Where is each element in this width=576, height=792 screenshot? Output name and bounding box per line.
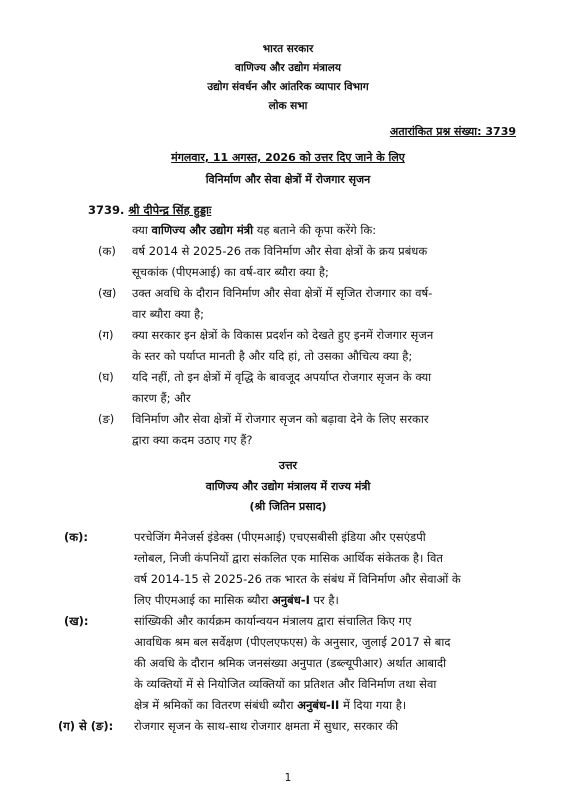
a-item-ka-line1: परचेजिंग मैनेजर्स इंडेक्स (पीएमआई) एचएसबीसी इंडिया और एसएंडपी xyxy=(134,530,426,544)
house-title: लोक सभा xyxy=(268,100,308,112)
intro-pre: क्या xyxy=(132,223,152,237)
a-item-kha-line4: के व्यक्तियों में से नियोजित व्यक्तियों का प्रतिशत और विनिर्माण तथा सेवा xyxy=(134,677,437,691)
question-subject: विनिर्माण और सेवा क्षेत्रों में रोजगार सृजन xyxy=(205,173,371,186)
question-number: अतारांकित प्रश्न संख्या: 3739 xyxy=(389,125,516,138)
a-item-label-ka: (क): xyxy=(64,530,88,544)
a-item-kha-line5 xyxy=(134,698,406,713)
minister-name: (श्री जितिन प्रसाद) xyxy=(249,500,327,513)
asker-name: श्री दीपेन्द्र सिंह हुड्डाः xyxy=(128,203,212,217)
a-item-label-kha: (ख): xyxy=(64,614,89,628)
question-num: 3739. xyxy=(88,203,125,217)
q-item-gha-line1: यदि नहीं, तो इन क्षेत्रों में वृद्धि के बावजूद अपर्याप्त रोजगार सृजन के क्या xyxy=(132,370,432,384)
a-ka-last-pre: लिए पीएमआई का मासिक ब्यौरा xyxy=(134,593,272,607)
q-item-ga-line1: क्या सरकार इन क्षेत्रों के विकास प्रदर्शन को देखते हुए इनमें रोजगार सृजन xyxy=(132,328,434,342)
q-item-label-ga: (ग) xyxy=(98,328,114,342)
answer-heading: उत्तर xyxy=(278,459,298,472)
a-kha-last-post: में दिया गया है। xyxy=(339,698,407,712)
a-kha-last-pre: क्षेत्र में श्रमिकों का वितरण संबंधी ब्यौरा xyxy=(134,698,298,712)
q-item-ka-line2: सूचकांक (पीएमआई) का वर्ष-वार ब्यौरा क्या है; xyxy=(132,265,329,279)
a-item-kha-line3: की अवधि के दौरान श्रमिक जनसंख्या अनुपात (डब्ल्यूपीआर) अर्थात आबादी xyxy=(134,656,447,670)
question-intro xyxy=(132,223,376,238)
q-item-label-nga: (ङ) xyxy=(98,412,115,426)
q-item-label-ka: (क) xyxy=(98,244,116,258)
intro-post: यह बताने की कृपा करेंगे कि: xyxy=(253,223,377,237)
a-item-kha-line2: आवधिक श्रम बल सर्वेक्षण (पीएलएफएस) के अनुसार, जुलाई 2017 से बाद xyxy=(134,635,451,649)
annexure-2-ref: अनुबंध-II xyxy=(297,698,340,712)
answer-date: मंगलवार, 11 अगस्त, 2026 को उत्तर दिए जाने के लिए xyxy=(171,151,405,164)
department-title: उद्योग संवर्धन और आंतरिक व्यापार विभाग xyxy=(207,81,369,93)
a-item-ga-nga-line1: रोजगार सृजन के साथ-साथ रोजगार क्षमता में सुधार, सरकार की xyxy=(134,719,399,733)
q-item-label-kha: (ख) xyxy=(98,286,117,300)
a-item-kha-line1: सांख्यिकी और कार्यक्रम कार्यान्वयन मंत्रालय द्वारा संचालित किए गए xyxy=(134,614,412,628)
question-label xyxy=(88,203,211,218)
q-item-kha-line2: वार ब्यौरा क्या है; xyxy=(132,307,205,321)
minister-designation: वाणिज्य और उद्योग मंत्रालय में राज्य मंत्री xyxy=(205,480,371,493)
a-item-label-ga-nga: (ग) से (ङ): xyxy=(58,719,114,733)
q-item-ga-line2: के स्तर को पर्याप्त मानती है और यदि हां, तो उसका औचित्य क्या है; xyxy=(132,349,413,363)
q-item-label-gha: (घ) xyxy=(98,370,114,384)
q-item-gha-line2: कारण हैं; और xyxy=(132,391,191,405)
a-ka-last-post: पर है। xyxy=(309,593,339,607)
page-number: 1 xyxy=(284,772,292,784)
q-item-kha-line1: उक्त अवधि के दौरान विनिर्माण और सेवा क्षेत्रों में सृजित रोजगार का वर्ष- xyxy=(132,286,433,300)
q-item-nga-line2: द्वारा क्या कदम उठाए गए हैं? xyxy=(132,433,253,447)
intro-minister: वाणिज्य और उद्योग मंत्री xyxy=(151,223,254,237)
a-item-ka-line3: वर्ष 2014-15 से 2025-26 तक भारत के संबंध में विनिर्माण और सेवाओं के xyxy=(134,572,461,586)
a-item-ka-line2: ग्लोबल, निजी कंपनियों द्वारा संकलित एक मासिक आर्थिक संकेतक है। वित xyxy=(134,551,443,565)
q-item-ka-line1: वर्ष 2014 से 2025-26 तक विनिर्माण और सेवा क्षेत्रों के क्रय प्रबंधक xyxy=(132,244,428,258)
ministry-title: वाणिज्य और उद्योग मंत्रालय xyxy=(235,62,341,74)
govt-title: भारत सरकार xyxy=(262,43,314,55)
a-item-ka-line4 xyxy=(134,593,339,608)
q-item-nga-line1: विनिर्माण और सेवा क्षेत्रों में रोजगार सृजन को बढ़ावा देने के लिए सरकार xyxy=(132,412,429,426)
annexure-1-ref: अनुबंध-I xyxy=(272,593,310,607)
